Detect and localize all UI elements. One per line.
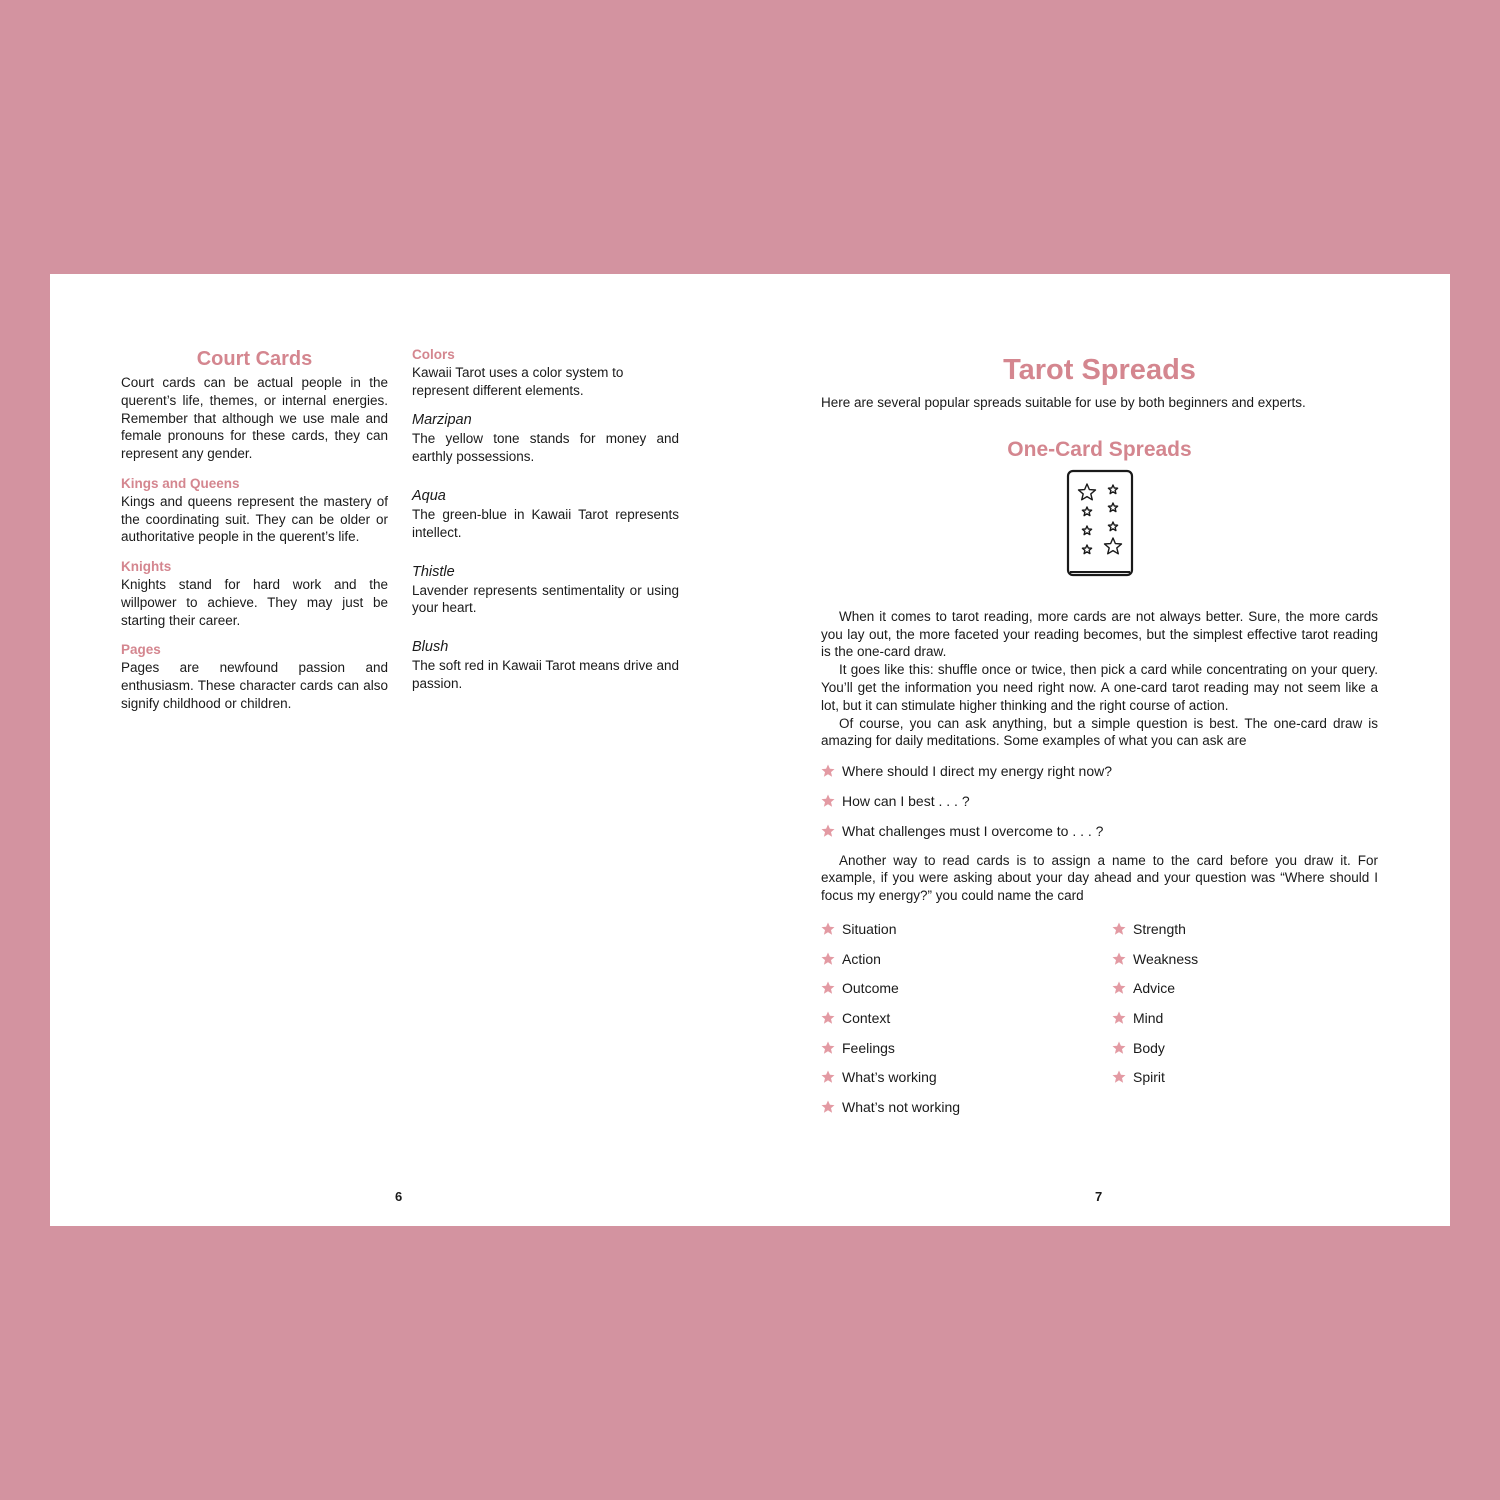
list-item: What’s not working (821, 1098, 1112, 1116)
left-column-2 (412, 346, 679, 693)
star-bullet-icon (821, 764, 835, 778)
book-spread (50, 274, 1450, 1226)
list-item: Action (821, 950, 1112, 968)
color-name: Blush (412, 639, 449, 656)
card-name-list-2 (1112, 920, 1198, 1128)
star-bullet-icon (821, 824, 835, 838)
tarot-spreads-title: Tarot Spreads (1003, 354, 1196, 386)
star-bullet-icon (821, 952, 835, 966)
star-bullet-icon (821, 1070, 835, 1084)
star-bullet-icon (1112, 1070, 1126, 1084)
knights-text: Knights stand for hard work and the willpower to achieve. They may just be starting their career. (121, 576, 388, 628)
star-bullet-icon (821, 1011, 835, 1025)
tarot-spreads-intro: Here are several popular spreads suitable for use by both beginners and experts. (821, 395, 1306, 410)
color-text: The green-blue in Kawaii Tarot represents intellect. (412, 506, 679, 540)
star-bullet-icon (821, 794, 835, 808)
court-cards-intro: Court cards can be actual people in the querent’s life, themes, or internal energies. Remember that although we use male and female pronouns for these cards, they can represent any gender. (121, 375, 388, 462)
pages-heading: Pages (121, 642, 161, 658)
body-paragraph: When it comes to tarot reading, more cards are not always better. Sure, the more cards you lay out, the more faceted your reading becomes, but the simplest effective tarot reading is the one-card draw. (821, 608, 1378, 660)
star-bullet-icon (1112, 922, 1126, 936)
star-bullet-icon (821, 1041, 835, 1055)
list-item: What’s working (821, 1068, 1112, 1086)
list-item: Mind (1112, 1009, 1198, 1027)
list-item: Advice (1112, 979, 1198, 997)
star-bullet-icon (1112, 1041, 1126, 1055)
card-name-columns (821, 920, 1378, 1128)
left-column-1 (121, 346, 388, 713)
color-text: The soft red in Kawaii Tarot means drive and passion. (412, 658, 679, 691)
list-item: Outcome (821, 979, 1112, 997)
tarot-card-icon (1065, 468, 1135, 578)
right-page (821, 346, 1378, 1128)
color-text: The yellow tone stands for money and earthly possessions. (412, 431, 679, 465)
color-name: Thistle (412, 563, 455, 580)
body-paragraph: Another way to read cards is to assign a name to the card before you draw it. For example, if you were asking about your day ahead and your question was “Where should I focus my energy?” you could name the card (821, 852, 1378, 904)
star-bullet-icon (821, 922, 835, 936)
color-name: Aqua (412, 487, 446, 504)
page-number-right: 7 (1095, 1189, 1103, 1204)
card-name-list-1 (821, 920, 1112, 1128)
star-bullet-icon (1112, 1011, 1126, 1025)
page-number-left: 6 (395, 1189, 403, 1204)
list-item: What challenges must I overcome to . . . ? (821, 822, 1378, 840)
one-card-body (821, 608, 1378, 750)
color-name: Marzipan (412, 412, 472, 429)
list-item: Situation (821, 920, 1112, 938)
star-bullet-icon (821, 981, 835, 995)
court-cards-title: Court Cards (196, 348, 313, 370)
star-bullet-icon (1112, 952, 1126, 966)
list-item: Strength (1112, 920, 1198, 938)
list-item: Body (1112, 1039, 1198, 1057)
kings-queens-text: Kings and queens represent the mastery of the coordinating suit. They can be older or authoritative people in the querent’s life. (121, 493, 388, 545)
color-text: Lavender represents sentimentality or using your heart. (412, 582, 679, 616)
colors-heading: Colors (412, 347, 455, 362)
colors-intro: Kawaii Tarot uses a color system to represent different elements. (412, 364, 624, 398)
one-card-spreads-title: One-Card Spreads (1007, 437, 1192, 461)
kings-queens-heading: Kings and Queens (121, 475, 240, 491)
body-paragraph: It goes like this: shuffle once or twice, then pick a card while concentrating on your query. You’ll get the information you need right now. A one-card tarot reading may not seem like a lot, but it can stimulate higher thinking and the right course of action. (821, 662, 1378, 713)
list-item: Context (821, 1009, 1112, 1027)
star-bullet-icon (821, 1100, 835, 1114)
list-item: Where should I direct my energy right now? (821, 762, 1378, 780)
list-item: Feelings (821, 1039, 1112, 1057)
list-item: Spirit (1112, 1068, 1198, 1086)
pages-text: Pages are newfound passion and enthusiasm. These character cards can also signify childhood or children. (121, 660, 388, 711)
body-paragraph: Of course, you can ask anything, but a simple question is best. The one-card draw is amazing for daily meditations. Some examples of what you can ask are (821, 715, 1378, 749)
list-item: How can I best . . . ? (821, 792, 1378, 810)
list-item: Weakness (1112, 950, 1198, 968)
question-list (821, 762, 1378, 839)
star-bullet-icon (1112, 981, 1126, 995)
knights-heading: Knights (121, 559, 172, 575)
